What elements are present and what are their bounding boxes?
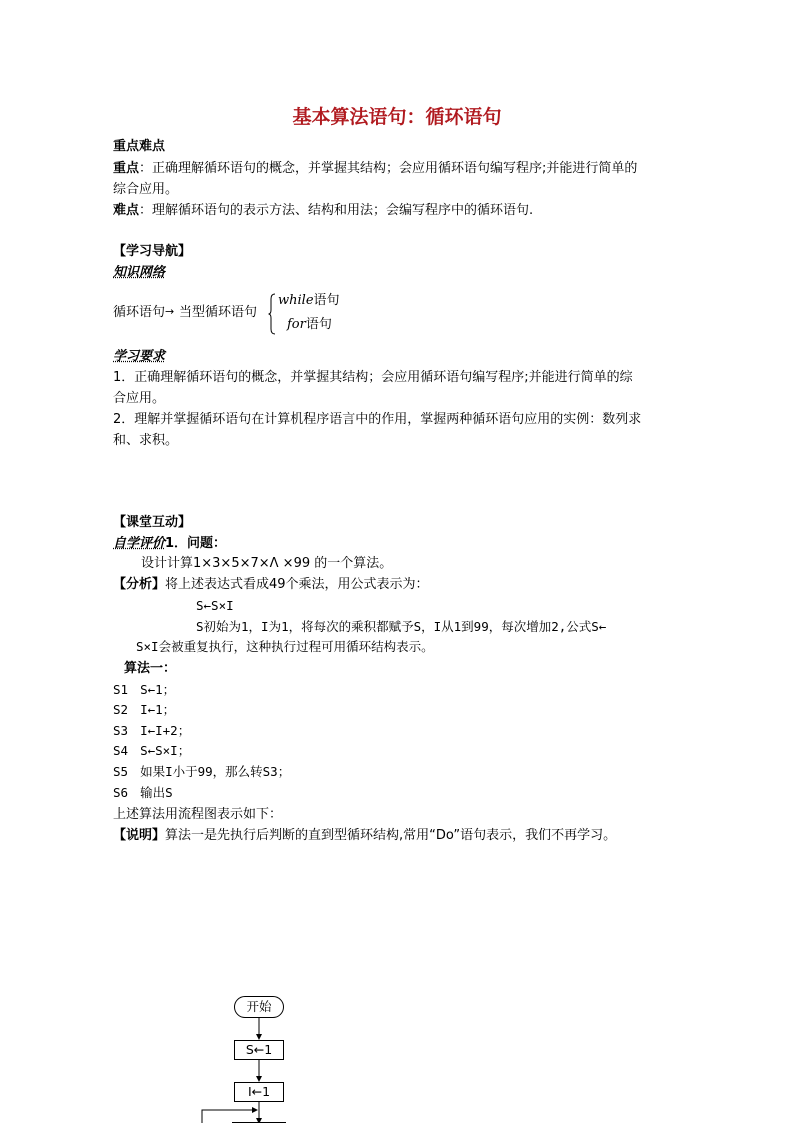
- difficulty-text: ：理解循环语句的表示方法、结构和用法；会编写程序中的循环语句.: [139, 203, 534, 218]
- requirement-1-line-1: 1．正确理解循环语句的概念，并掌握其结构；会应用循环语句编写程序;并能进行简单的综: [113, 370, 633, 385]
- algorithm-heading: 算法一：: [124, 661, 177, 676]
- explain-line-2: S×I会被重复执行，这种执行过程可用循环结构表示。: [136, 639, 434, 654]
- focus-line-2: 综合应用。: [113, 182, 179, 197]
- flowchart-start: 开始: [234, 996, 284, 1018]
- step-text: I←I+2；: [140, 723, 191, 738]
- flowchart-intro: 上述算法用流程图表示如下：: [113, 807, 283, 822]
- for-suffix: 语句: [305, 317, 332, 332]
- analysis-label: 【分析】: [113, 577, 166, 592]
- flowchart-box-i: I←1: [234, 1082, 284, 1102]
- step-label: S5: [113, 764, 129, 779]
- step-text: 如果I小于99，那么转S3；: [140, 764, 291, 779]
- step-label: S6: [113, 785, 129, 800]
- step-label: S4: [113, 743, 129, 758]
- problem-text: 设计计算1×3×5×7×Λ ×99 的一个算法。: [141, 556, 393, 571]
- flowchart-box-s: S←1: [234, 1040, 284, 1060]
- requirement-2-line-1: 2．理解并掌握循环语句在计算机程序语言中的作用，掌握两种循环语句应用的实例：数列求: [113, 412, 642, 427]
- step-text: S←1；: [140, 682, 176, 697]
- step-text: I←1；: [140, 702, 176, 717]
- step-label: S3: [113, 723, 129, 738]
- focus-text: ：正确理解循环语句的概念，并掌握其结构；会应用循环语句编写程序;并能进行简单的: [139, 161, 638, 176]
- page-title: 基本算法语句：循环语句: [292, 106, 502, 128]
- formula: S←S×I: [196, 598, 234, 613]
- classroom-heading: 【课堂互动】: [113, 515, 192, 530]
- key-points-heading: 重点难点: [113, 139, 166, 154]
- guide-heading: 【学习导航】: [113, 244, 192, 259]
- step-text: S←S×I；: [140, 743, 191, 758]
- problem-label: 1．问题：: [165, 536, 227, 551]
- note-text: 算法一是先执行后判断的直到型循环结构,常用“Do”语句表示，我们不再学习。: [165, 828, 617, 843]
- step-label: S1: [113, 682, 129, 697]
- requirement-2-line-2: 和、求积。: [113, 433, 179, 448]
- note-label: 【说明】: [113, 828, 166, 843]
- loop-type: 当型循环语句: [179, 305, 258, 320]
- loop-root: 循环语句: [113, 305, 166, 320]
- step-label: S2: [113, 702, 129, 717]
- difficulty-label: 难点: [113, 203, 140, 218]
- while-suffix: 语句: [313, 293, 340, 308]
- requirement-1-line-2: 合应用。: [113, 391, 166, 406]
- loop-back-arrow: [202, 1110, 257, 1123]
- requirements-label: 学习要求: [113, 349, 166, 364]
- focus-label: 重点: [113, 161, 140, 176]
- network-label: 知识网络: [113, 265, 166, 280]
- step-text: 输出S: [140, 785, 173, 800]
- explain-line-1: S初始为1，I为1，将每次的乘积都赋予S，I从1到99，每次增加2,公式S←: [196, 619, 607, 634]
- self-eval-label: 自学评价: [113, 536, 166, 551]
- analysis-text: 将上述表达式看成49个乘法，用公式表示为：: [165, 577, 429, 592]
- arrow-icon: →: [165, 305, 175, 318]
- for-keyword: for: [287, 317, 306, 332]
- while-keyword: while: [278, 293, 314, 308]
